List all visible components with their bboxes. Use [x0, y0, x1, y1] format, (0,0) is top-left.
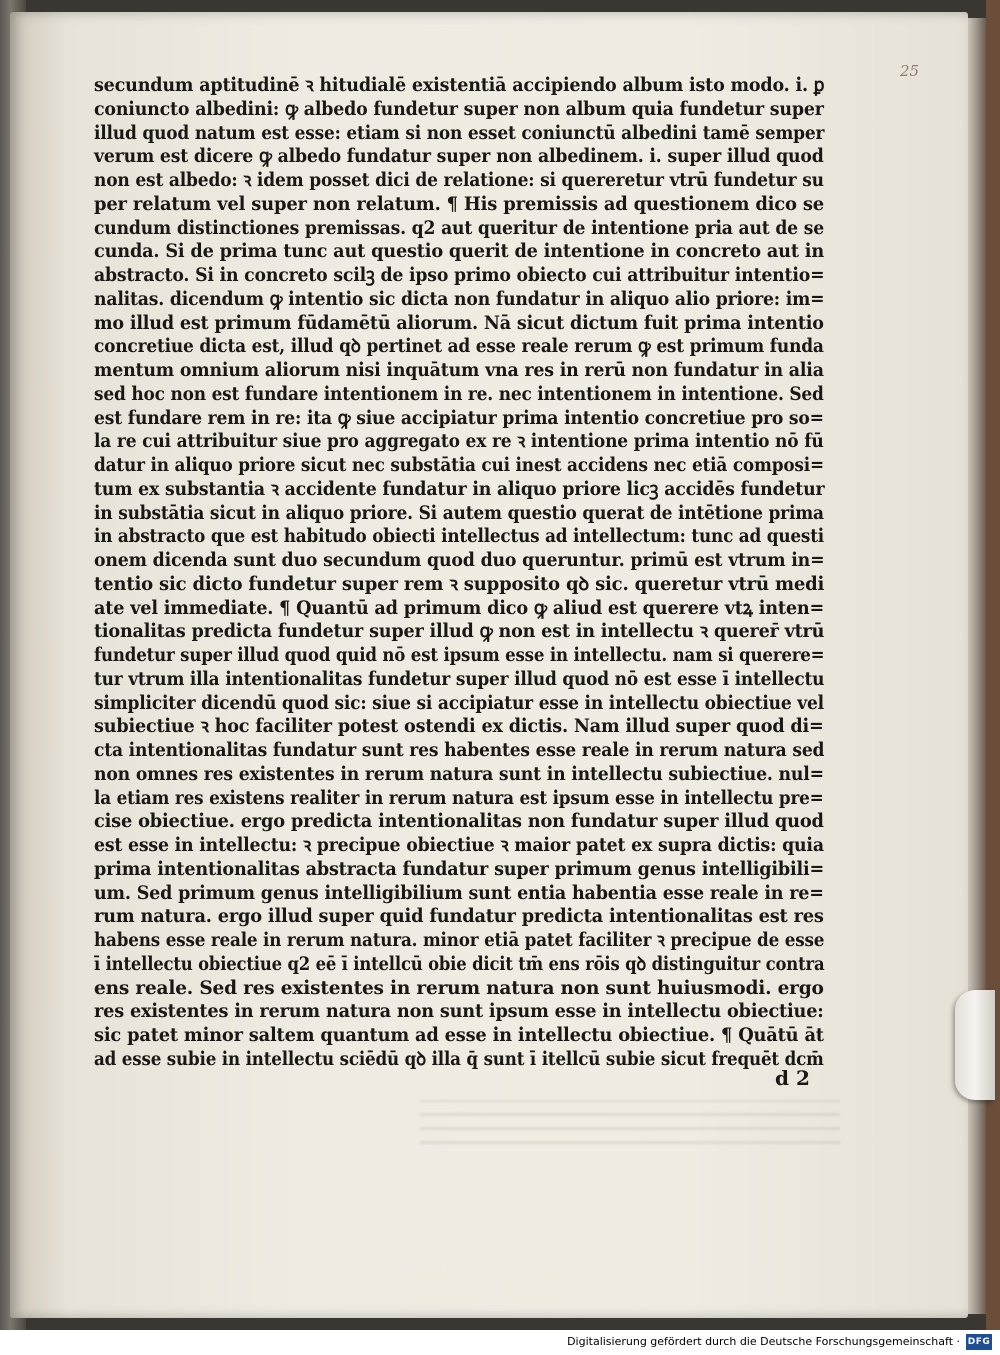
text-line: concretiue dicta est, illud qꝺ pertinet ad esse reale rerum ꝙ est primum funda	[94, 336, 824, 358]
text-line: illud quod natum est esse: etiam si non esset coniunctū albedini tamē semper	[94, 122, 825, 144]
text-line: sed hoc non est fundare intentionem in re. nec intentionem in intentione. Sed	[94, 383, 824, 405]
text-line: abstracto. Si in concreto scilꝫ de ipso primo obiecto cui attribuitur intentio=	[94, 265, 825, 286]
text-line: mentum omnium aliorum nisi inquātum vna res in rerū non fundatur in alia	[94, 360, 824, 381]
text-line: in abstracto que est habitudo obiecti intellectus ad intellectum: tunc ad questi	[94, 526, 825, 548]
text-line: nalitas. dicendum ꝙ intentio sic dicta non fundatur in aliquo alio priore: im=	[94, 288, 825, 310]
text-line: cundum distinctiones premissas. q2 aut queritur de intentione pria aut de se	[94, 217, 824, 239]
text-line: habens esse reale in rerum natura. minor etiā patet faciliter ꝛ precipue de esse	[94, 930, 825, 951]
text-line: tur vtrum illa intentionalitas fundetur super illud quod nō est esse ī intellectu	[94, 668, 825, 690]
page-clip	[955, 990, 995, 1100]
text-line: subiectiue ꝛ hoc faciliter potest ostendi ex dictis. Nam illud super quod di=	[94, 716, 824, 738]
bleed-through-text	[420, 1100, 840, 1144]
text-line: fundetur super illud quod quid nō est ipsum esse in intellectu. nam si querere=	[94, 645, 825, 666]
text-line: est fundare rem in re: ita ꝙ siue accipiatur prima intentio concretiue pro so=	[94, 407, 824, 429]
text-line: ens reale. Sed res existentes in rerum natura non sunt huiusmodi. ergo	[94, 977, 824, 999]
text-line: sic patet minor saltem quantum ad esse in intellectu obiectiue. ¶ Quātū āt	[94, 1025, 824, 1046]
book-cover-edge	[986, 0, 1000, 1330]
text-line: cunda. Si de prima tunc aut questio querit de intentione in concreto aut in	[94, 241, 825, 263]
text-line: non omnes res existentes in rerum natura sunt in intellectu subiectiue. nul=	[94, 763, 824, 785]
page-stack-edge	[968, 18, 986, 1314]
text-line: res existentes in rerum natura non sunt ipsum esse in intellectu obiectiue:	[94, 1001, 824, 1023]
folio-number: 25	[900, 62, 920, 80]
text-line: mo illud est primum fūdamētū aliorum. Nā sicut dictum fuit prima intentio	[94, 312, 824, 334]
text-line: datur in aliquo priore sicut nec substātia cui inest accidens nec etiā composi=	[94, 455, 824, 476]
text-line: la re cui attribuitur siue pro aggregato ex re ꝛ intentione prima intentio nō fū	[94, 431, 824, 453]
text-line: cise obiectiue. ergo predicta intentionalitas non fundatur super illud quod	[94, 811, 824, 833]
text-line: secundum aptitudinē ꝛ hitudialē existentiā accipiendo album isto modo. i. ꝑ	[94, 75, 825, 96]
text-line: in substātia sicut in aliquo priore. Si autem questio querat de intētione prima	[94, 502, 824, 524]
text-line: tentio sic dicto fundetur super rem ꝛ supposito qꝺ sic. queretur vtrū medi	[94, 573, 825, 595]
text-block	[94, 74, 824, 1072]
text-line: prima intentionalitas abstracta fundatur super primum genus intelligibili=	[94, 858, 825, 880]
text-line: simpliciter dicendū quod sic: siue si accipiatur esse in intellectu obiectiue vel	[94, 692, 824, 714]
footer-bar	[0, 1330, 1000, 1355]
text-line: est esse in intellectu: ꝛ precipue obiectiue ꝛ maior patet ex supra dictis: quia	[94, 835, 824, 856]
text-line: la etiam res existens realiter in rerum natura est ipsum esse in intellectu pre=	[94, 787, 824, 809]
text-line: um. Sed primum genus intelligibilium sunt entia habentia esse reale in re=	[94, 882, 824, 904]
text-line: rum natura. ergo illud super quid fundatur predicta intentionalitas est res	[94, 906, 824, 928]
text-line: tionalitas predicta fundetur super illud ꝙ non est in intellectu ꝛ querer̄ vtrū	[94, 621, 825, 643]
text-line: per relatum vel super non relatum. ¶ His premissis ad questionem dico se	[94, 193, 824, 215]
text-line: non est albedo: ꝛ idem posset dici de relatione: si quereretur vtrū fundetur su	[94, 170, 824, 191]
footer-credit: Digitalisierung gefördert durch die Deutsche Forschungsgemeinschaft ·	[567, 1335, 960, 1348]
text-line: cta intentionalitas fundatur sunt res habentes esse reale in rerum natura sed	[94, 740, 825, 761]
dfg-logo-icon: DFG	[966, 1334, 992, 1350]
text-line: tum ex substantia ꝛ accidente fundatur in aliquo priore licꝫ accidēs fundetur	[94, 478, 825, 500]
text-line: ad esse subie in intellectu sciēdū qꝺ illa q̄ sunt ī itellcū subie sicut frequēt dcm̄	[94, 1048, 824, 1070]
text-line: ī intellectu obiectiue q2 eē ī intellcū obie dicit tm̄ ens rōis qꝺ distinguitur contra	[94, 953, 825, 975]
signature-mark: d 2	[775, 1066, 810, 1090]
text-line: coniuncto albedini: ꝙ albedo fundetur super non album quia fundetur super	[94, 98, 824, 120]
text-line: ate vel immediate. ¶ Quantū ad primum dico ꝙ aliud est querere vtꝝ inten=	[94, 597, 825, 619]
text-line: verum est dicere ꝙ albedo fundatur super non albedinem. i. super illud quod	[94, 146, 824, 168]
text-line: onem dicenda sunt duo secundum quod duo queruntur. primū est vtrum in=	[94, 550, 825, 571]
